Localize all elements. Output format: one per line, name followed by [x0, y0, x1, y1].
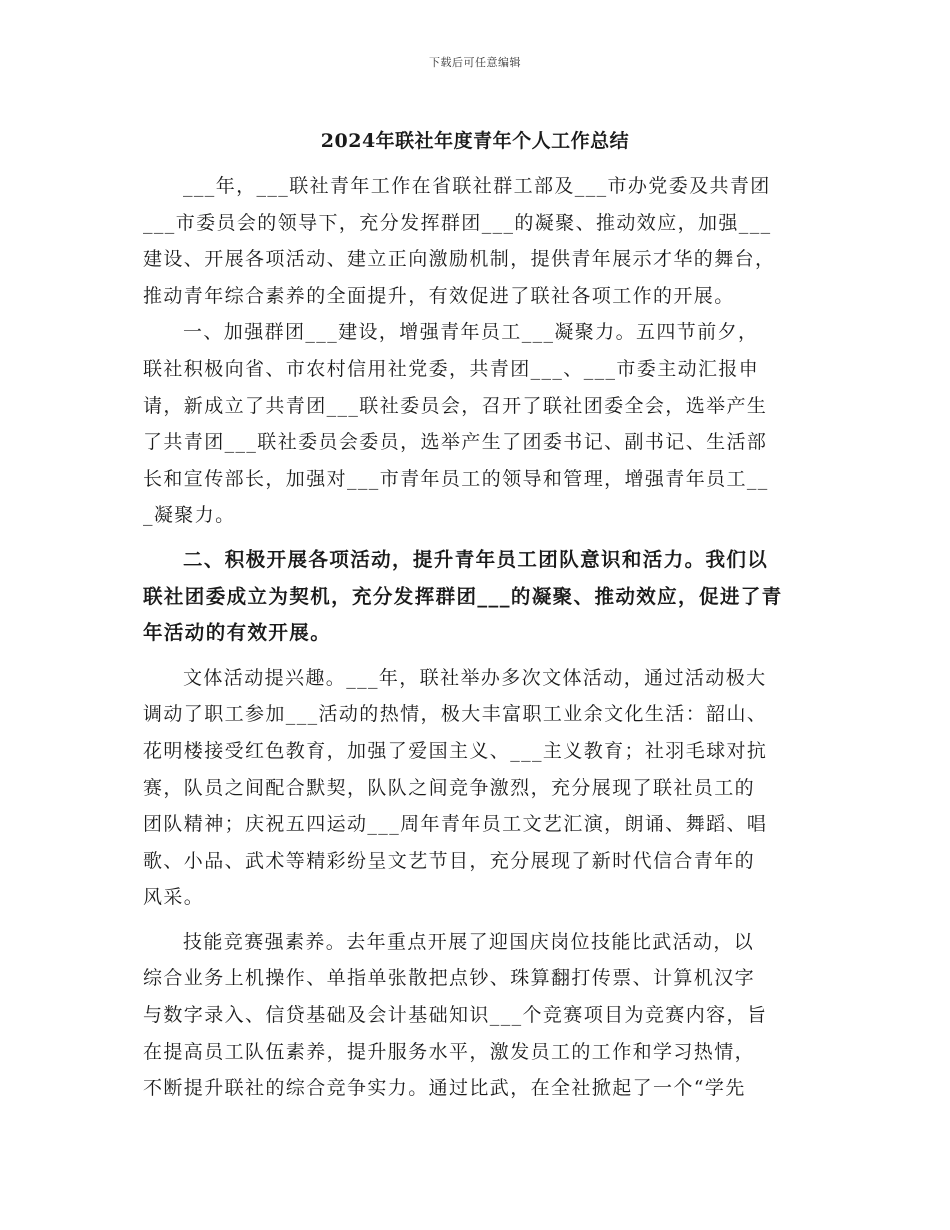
- paragraph-line: 调动了职工参加___活动的热情，极大丰富职工业余文化生活：韶山、: [143, 703, 768, 726]
- paragraph-line: 请，新成立了共青团___联社委员会，召开了联社团委全会，选举产生: [143, 394, 768, 417]
- paragraph-line: 综合业务上机操作、单指单张散把点钞、珠算翻打传票、计算机汉字: [143, 967, 756, 990]
- paragraph-skills: [143, 924, 813, 1107]
- paragraph-spacer: [143, 916, 813, 924]
- paragraph-line: 歌、小品、武术等精彩纷呈文艺节目，充分展现了新时代信合青年的: [143, 849, 756, 872]
- paragraph-line: 不断提升联社的综合竞争实力。通过比武，在全社掀起了一个“学先: [143, 1077, 746, 1100]
- page-header-note: 下载后可任意编辑: [429, 56, 521, 69]
- paragraph-culture: [143, 660, 813, 916]
- paragraph-line: 与数字录入、信贷基础及会计基础知识___个竞赛项目为竞赛内容，旨: [143, 1004, 768, 1027]
- paragraph-intro: [143, 168, 813, 314]
- paragraph-line: 建设、开展各项活动、建立正向激励机制，提供青年展示才华的舞台，: [143, 248, 776, 271]
- paragraph-spacer: [143, 652, 813, 660]
- document-title: 2024年联社年度青年个人工作总结: [320, 130, 630, 152]
- paragraph-line: 花明楼接受红色教育，加强了爱国主义、___主义教育；社羽毛球对抗: [143, 739, 768, 762]
- paragraph-line: 在提高员工队伍素养，提升服务水平，激发员工的工作和学习热情，: [143, 1040, 756, 1063]
- paragraph-section-1: [143, 314, 813, 534]
- paragraph-line: ___市委员会的领导下，充分发挥群团___的凝聚、推动效应，加强___: [143, 211, 772, 234]
- paragraph-line: 技能竞赛强素养。去年重点开展了迎国庆岗位技能比武活动，以: [183, 930, 755, 953]
- paragraph-line: 文体活动提兴趣。___年，联社举办多次文体活动，通过活动极大: [183, 666, 767, 689]
- paragraph-line: 长和宣传部长，加强对___市青年员工的领导和管理，增强青年员工__: [143, 467, 769, 490]
- paragraph-line: 团队精神；庆祝五四运动___周年青年员工文艺汇演，朗诵、舞蹈、唱: [143, 813, 768, 836]
- paragraph-line: 风采。: [143, 886, 205, 909]
- paragraph-line: 二、积极开展各项活动，提升青年员工团队意识和活力。我们以: [183, 547, 769, 571]
- paragraph-line: 年活动的有效开展。: [143, 621, 332, 645]
- paragraph-line: 赛，队员之间配合默契，队队之间竞争激烈，充分展现了联社员工的: [143, 776, 756, 799]
- paragraph-line: 推动青年综合素养的全面提升，有效促进了联社各项工作的开展。: [143, 284, 735, 307]
- document-body: [143, 168, 813, 1107]
- paragraph-line: ___年，___联社青年工作在省联社群工部及___市办党委及共青团: [183, 175, 771, 197]
- paragraph-line: 联社积极向省、市农村信用社党委，共青团___、___市委主动汇报申: [143, 357, 760, 380]
- paragraph-line: 一、加强群团___建设，增强青年员工___凝聚力。五四节前夕，: [183, 321, 759, 344]
- paragraph-spacer: [143, 534, 813, 542]
- paragraph-line: _凝聚力。: [143, 504, 236, 527]
- paragraph-section-2: [143, 542, 813, 652]
- paragraph-line: 联社团委成立为契机，充分发挥群团___的凝聚、推动效应，促进了青: [143, 584, 783, 608]
- paragraph-line: 了共青团___联社委员会委员，选举产生了团委书记、副书记、生活部: [143, 431, 768, 454]
